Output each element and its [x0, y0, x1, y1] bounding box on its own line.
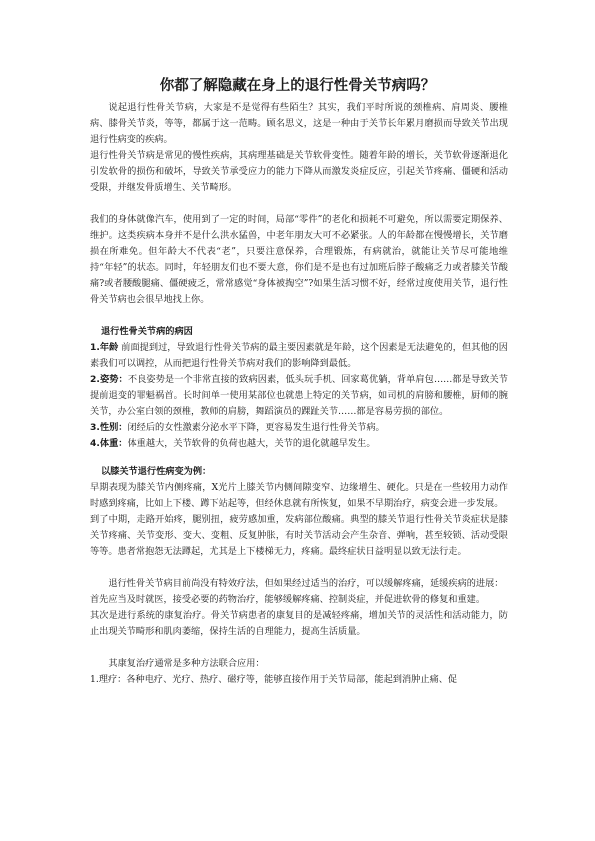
treatment-paragraph-1: 退行性骨关节病目前尚没有特效疗法，但如果经过适当的治疗，可以缓解疼痛，延缓疾病的进展： — [108, 578, 504, 589]
cause-text: 闭经后的女性激素分泌水平下降，更容易发生退行性骨关节病。 — [127, 422, 385, 433]
treatment-paragraph-2: 首先应当及时就医，接受必要的药物治疗，能够缓解疼痛、控制炎症，并促进软骨的修复和重建。 — [90, 594, 486, 605]
cause-label: 3.性别： — [90, 422, 128, 433]
rehab-item-1 — [90, 672, 508, 688]
cause-text: 不良姿势是一个非常直接的致病因素，低头玩手机、回家葛优躺，背单肩包……都是导致关节提前退变的罪魁祸首。长时间单一使用某部位也就患上特定的关节病，如司机的肩膀和腰椎，厨师的腕关节，办公室白领的颈椎，教师的肩膀，舞蹈演员的踝趾关节……都是容易劳损的部位。 — [90, 374, 508, 417]
cause-item-gender — [90, 420, 508, 436]
intro-paragraph-2: 退行性骨关节病是常见的慢性疾病，其病理基础是关节软骨变性。随着年龄的增长，关节软骨逐渐退化引发软骨的损伤和破坏，导致关节承受应力的能力下降从而激发炎症反应，引起关节疼痛、僵硬和活动受限，并继发骨质增生、关节畸形。 — [90, 150, 508, 193]
knee-paragraph-mid: 到了中期，走路开始疼，腿别扭，疲劳感加重，发病部位酸痛。典型的膝关节退行性骨关节炎症状是膝关节疼痛、关节变形、变大、变粗、反复肿胀，有时关节活动会产生杂音、弹响，甚至较锁、活动受限等等。患者常抱怨无法蹲起，尤其是上下楼梯无力，疼痛。最终症状日益明显以致无法行走。 — [90, 514, 508, 557]
causes-heading: 退行性骨关节病的病因 — [101, 326, 193, 337]
spacer — [90, 640, 508, 656]
document-body — [90, 100, 508, 688]
cause-item-posture — [90, 372, 508, 420]
cause-label: 1.年龄 — [90, 342, 119, 353]
knee-heading: 以膝关节退行性病变为例： — [101, 466, 212, 477]
intro-paragraph-3: 我们的身体就像汽车，使用到了一定的时间，局部“零件”的老化和损耗不可避免，所以需要定期保养、维护。这类疾病本身并不是什么洪水猛兽，中老年朋友大可不必紧张。人的年龄都在慢慢增长，关节磨损在所难免。但年龄大不代表“老”，只要注意保养，合理锻炼，有病就治，就能让关节尽可能地维持“年轻”的状态。同时，年轻朋友们也不要大意，你们是不是也有过加班后脖子酸痛乏力或者膝关节酸痛?或者腰酸腿痛、僵硬疲乏，常常感觉“身体被掏空”?如果生活习惯不好，经常过度使用关节，退行性骨关节病也会很早地找上你。 — [90, 214, 508, 305]
cause-label: 4.体重： — [90, 438, 128, 449]
rehab-item-label: 1. — [90, 674, 99, 685]
intro-paragraph-1: 说起退行性骨关节病，大家是不是觉得有些陌生？其实，我们平时所说的颈椎病、肩周炎、腰椎病、膝骨关节炎，等等，都属于这一范畴。顾名思义，这是一种由于关节长年累月磨损而导致关节出现退行性病变的疾病。 — [90, 102, 508, 145]
spacer — [90, 196, 508, 212]
treatment-paragraph-3: 其次是进行系统的康复治疗。骨关节病患者的康复目的是减轻疼痛，增加关节的灵活性和活动能力，防止出现关节畸形和肌肉萎缩，保持生活的自理能力，提高生活质量。 — [90, 610, 508, 637]
cause-text: 体重越大，关节软骨的负荷也越大，关节的退化就越早发生。 — [127, 438, 376, 449]
cause-item-weight — [90, 436, 508, 452]
knee-paragraph-early: 早期表现为膝关节内侧疼痛，X光片上膝关节内侧间隙变窄、边缘增生、硬化。只是在一些较用力动作时感到疼痛，比如上下楼、蹲下站起等，但经休息就有所恢复，如果不早期治疗，病变会进一步发展。 — [90, 482, 508, 509]
cause-item-age — [90, 340, 508, 372]
page-title: 你都了解隐藏在身上的退行性骨关节病吗？ — [159, 78, 436, 94]
cause-label: 2.姿势： — [90, 374, 128, 385]
rehab-item-text: 理疗：各种电疗、光疗、热疗、磁疗等，能够直接作用于关节局部，能起到消肿止痛、促 — [98, 674, 458, 685]
spacer — [90, 560, 508, 576]
spacer — [90, 452, 508, 464]
rehab-intro: 其康复治疗通常是多种方法联合应用： — [108, 658, 265, 669]
spacer — [90, 308, 508, 324]
cause-text: 前面提到过，导致退行性骨关节病的最主要因素就是年龄，这个因素是无法避免的，但其他的因素我们可以调控，从而把退行性骨关节病对我们的影响降到最低。 — [90, 342, 508, 369]
